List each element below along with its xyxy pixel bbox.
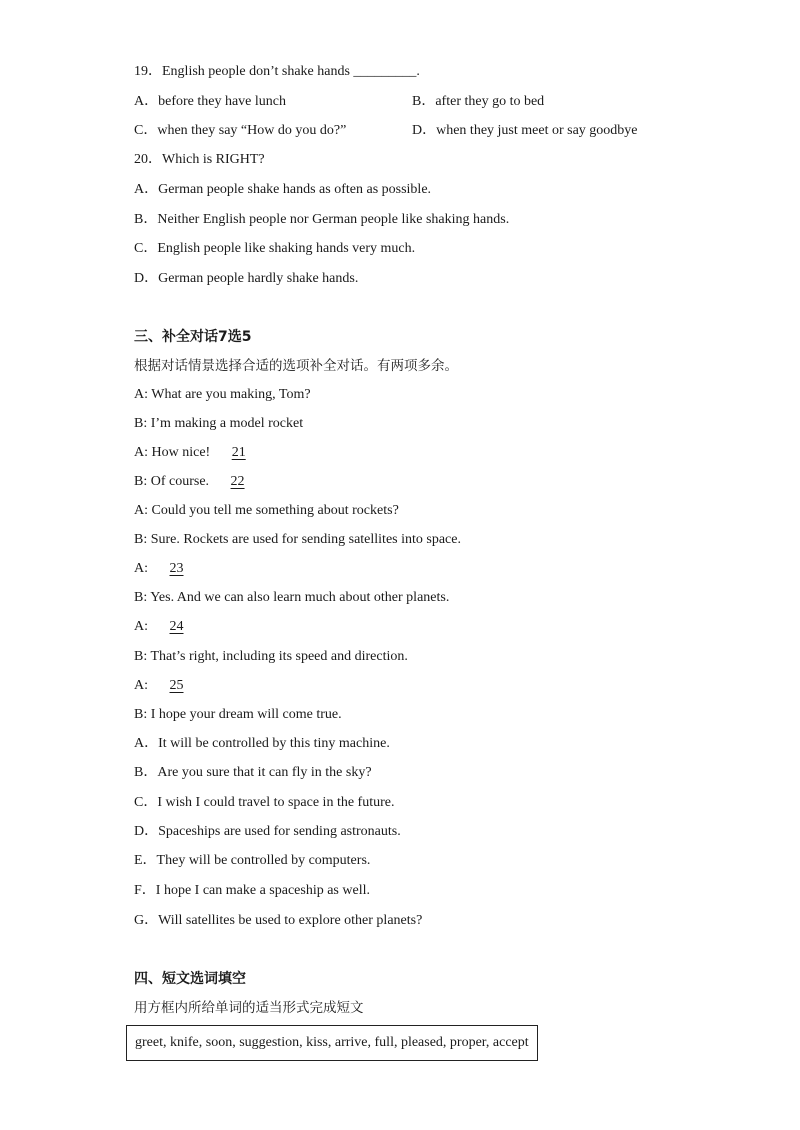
section3-option-d: D．Spaceships are used for sending astronauts. [134,824,401,839]
section3-option-f: F．I hope I can make a spaceship as well. [134,883,370,898]
dialogue-line: B: Sure. Rockets are used for sending satellites into space. [134,532,461,547]
q20-stem: 20．Which is RIGHT? [134,152,265,167]
word-box: greet, knife, soon, suggestion, kiss, arrive, full, pleased, proper, accept [126,1025,538,1061]
blank-24[interactable]: 24 [169,619,184,634]
dialogue-line [134,560,198,578]
section3-option-g: G．Will satellites be used to explore other planets? [134,913,423,928]
dialogue-line: A: What are you making, Tom? [134,387,311,402]
q20-option-d: D．German people hardly shake hands. [134,271,359,286]
blank-22[interactable]: 22 [230,474,245,489]
section3-heading: 三、补全对话7选5 [134,329,252,345]
dialogue-text: B: Of course. [134,474,210,489]
dialogue-line [134,677,198,695]
section3-option-c: C．I wish I could travel to space in the future. [134,795,395,810]
dialogue-line [134,473,259,491]
q19-option-c: C．when they say “How do you do?” [134,123,347,138]
dialogue-line: B: I hope your dream will come true. [134,707,342,722]
dialogue-line [134,618,198,636]
dialogue-line: B: I’m making a model rocket [134,416,304,431]
section3-instruction: 根据对话情景选择合适的选项补全对话。有两项多余。 [134,358,458,374]
dialogue-text: A: [134,678,148,693]
dialogue-line: B: Yes. And we can also learn much about other planets. [134,590,450,605]
blank-23[interactable]: 23 [169,561,184,576]
dialogue-line: B: That’s right, including its speed and direction. [134,649,408,664]
dialogue-line: A: Could you tell me something about rockets? [134,503,399,518]
section3-option-e: E．They will be controlled by computers. [134,853,371,868]
section3-option-b: B．Are you sure that it can fly in the sky? [134,765,372,780]
blank-21[interactable]: 21 [231,445,246,460]
q20-option-a: A．German people shake hands as often as possible. [134,182,432,197]
dialogue-text: A: How nice! [134,445,211,460]
dialogue-text: A: [134,561,148,576]
q19-option-a: A．before they have lunch [134,94,286,109]
blank-25[interactable]: 25 [169,678,184,693]
section3-option-a: A．It will be controlled by this tiny machine. [134,736,390,751]
q19-option-d: D．when they just meet or say goodbye [412,123,638,138]
dialogue-text: A: [134,619,148,634]
q20-option-b: B．Neither English people nor German people like shaking hands. [134,212,510,227]
q20-option-c: C．English people like shaking hands very much. [134,241,416,256]
dialogue-line [134,444,260,462]
q19-option-b: B．after they go to bed [412,94,545,109]
q19-stem: 19．English people don’t shake hands _________. [134,64,420,79]
section4-heading: 四、短文选词填空 [134,971,246,987]
section4-instruction: 用方框内所给单词的适当形式完成短文 [134,1000,364,1016]
